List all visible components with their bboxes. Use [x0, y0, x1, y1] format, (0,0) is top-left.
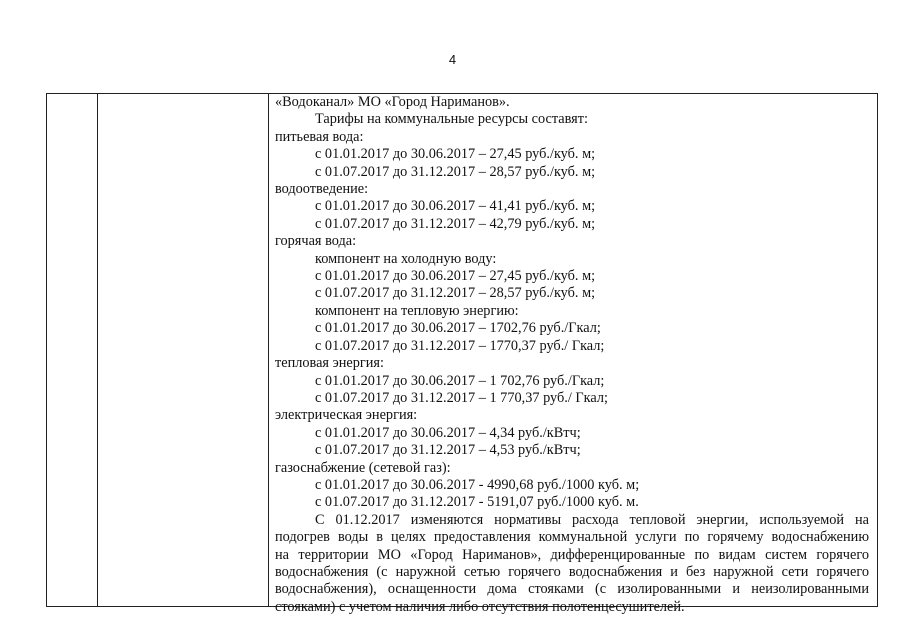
- column-divider-2: [268, 94, 269, 606]
- document-table: [46, 93, 878, 615]
- line-6: с 01.01.2017 до 30.06.2017 – 41,41 руб./куб. м;: [315, 198, 596, 215]
- paragraph-line-4: водоснабжения), оснащенности дома стояками (с изолированными и неизолированными: [275, 581, 869, 598]
- line-18: электрическая энергия:: [275, 407, 418, 424]
- line-22: с 01.01.2017 до 30.06.2017 - 4990,68 руб./1000 куб. м;: [315, 476, 640, 493]
- line-16: с 01.01.2017 до 30.06.2017 – 1 702,76 руб./Гкал;: [315, 372, 605, 389]
- line-4: с 01.07.2017 до 31.12.2017 – 28,57 руб./куб. м;: [315, 163, 596, 180]
- paragraph-line-3: водоснабжения (с наружной сетью горячего водоснабжения и без наружной сети горячего: [275, 563, 869, 580]
- paragraph-line-1: подогрев воды в целях предоставления коммунальной услуги по горячему водоснабжению: [275, 529, 869, 546]
- column-divider-1: [97, 94, 98, 606]
- line-13: с 01.01.2017 до 30.06.2017 – 1702,76 руб./Гкал;: [315, 320, 601, 337]
- table-cell-content: [275, 94, 869, 616]
- line-14: с 01.07.2017 до 31.12.2017 – 1770,37 руб./ Гкал;: [315, 337, 605, 354]
- line-11: с 01.07.2017 до 31.12.2017 – 28,57 руб./куб. м;: [315, 285, 596, 302]
- line-0: «Водоканал» МО «Город Нариманов».: [275, 94, 510, 110]
- line-12: компонент на тепловую энергию:: [315, 302, 519, 319]
- line-19: с 01.01.2017 до 30.06.2017 – 4,34 руб./кВтч;: [315, 424, 581, 441]
- line-1: Тарифы на коммунальные ресурсы составят:: [315, 111, 588, 128]
- page-number: 4: [448, 52, 457, 67]
- paragraph-line-5: стояками) с учетом наличия либо отсутствия полотенцесушителей.: [275, 598, 685, 615]
- line-21: газоснабжение (сетевой газ):: [275, 459, 451, 476]
- line-2: питьевая вода:: [275, 128, 364, 145]
- line-20: с 01.07.2017 до 31.12.2017 – 4,53 руб./кВтч;: [315, 442, 581, 459]
- line-8: горячая вода:: [275, 233, 357, 250]
- line-23: с 01.07.2017 до 31.12.2017 - 5191,07 руб./1000 куб. м.: [315, 494, 639, 511]
- line-15: тепловая энергия:: [275, 355, 384, 372]
- line-17: с 01.07.2017 до 31.12.2017 – 1 770,37 руб./ Гкал;: [315, 389, 608, 406]
- line-7: с 01.07.2017 до 31.12.2017 – 42,79 руб./куб. м;: [315, 215, 596, 232]
- line-3: с 01.01.2017 до 30.06.2017 – 27,45 руб./куб. м;: [315, 146, 596, 163]
- paragraph-line-2: на территории МО «Город Нариманов», дифференцированные по видам систем горячего: [275, 546, 869, 563]
- paragraph-line-0: С 01.12.2017 изменяются нормативы расхода тепловой энергии, используемой на: [315, 511, 869, 528]
- line-9: компонент на холодную воду:: [315, 250, 497, 267]
- line-10: с 01.01.2017 до 30.06.2017 – 27,45 руб./куб. м;: [315, 268, 596, 285]
- line-5: водоотведение:: [275, 181, 369, 198]
